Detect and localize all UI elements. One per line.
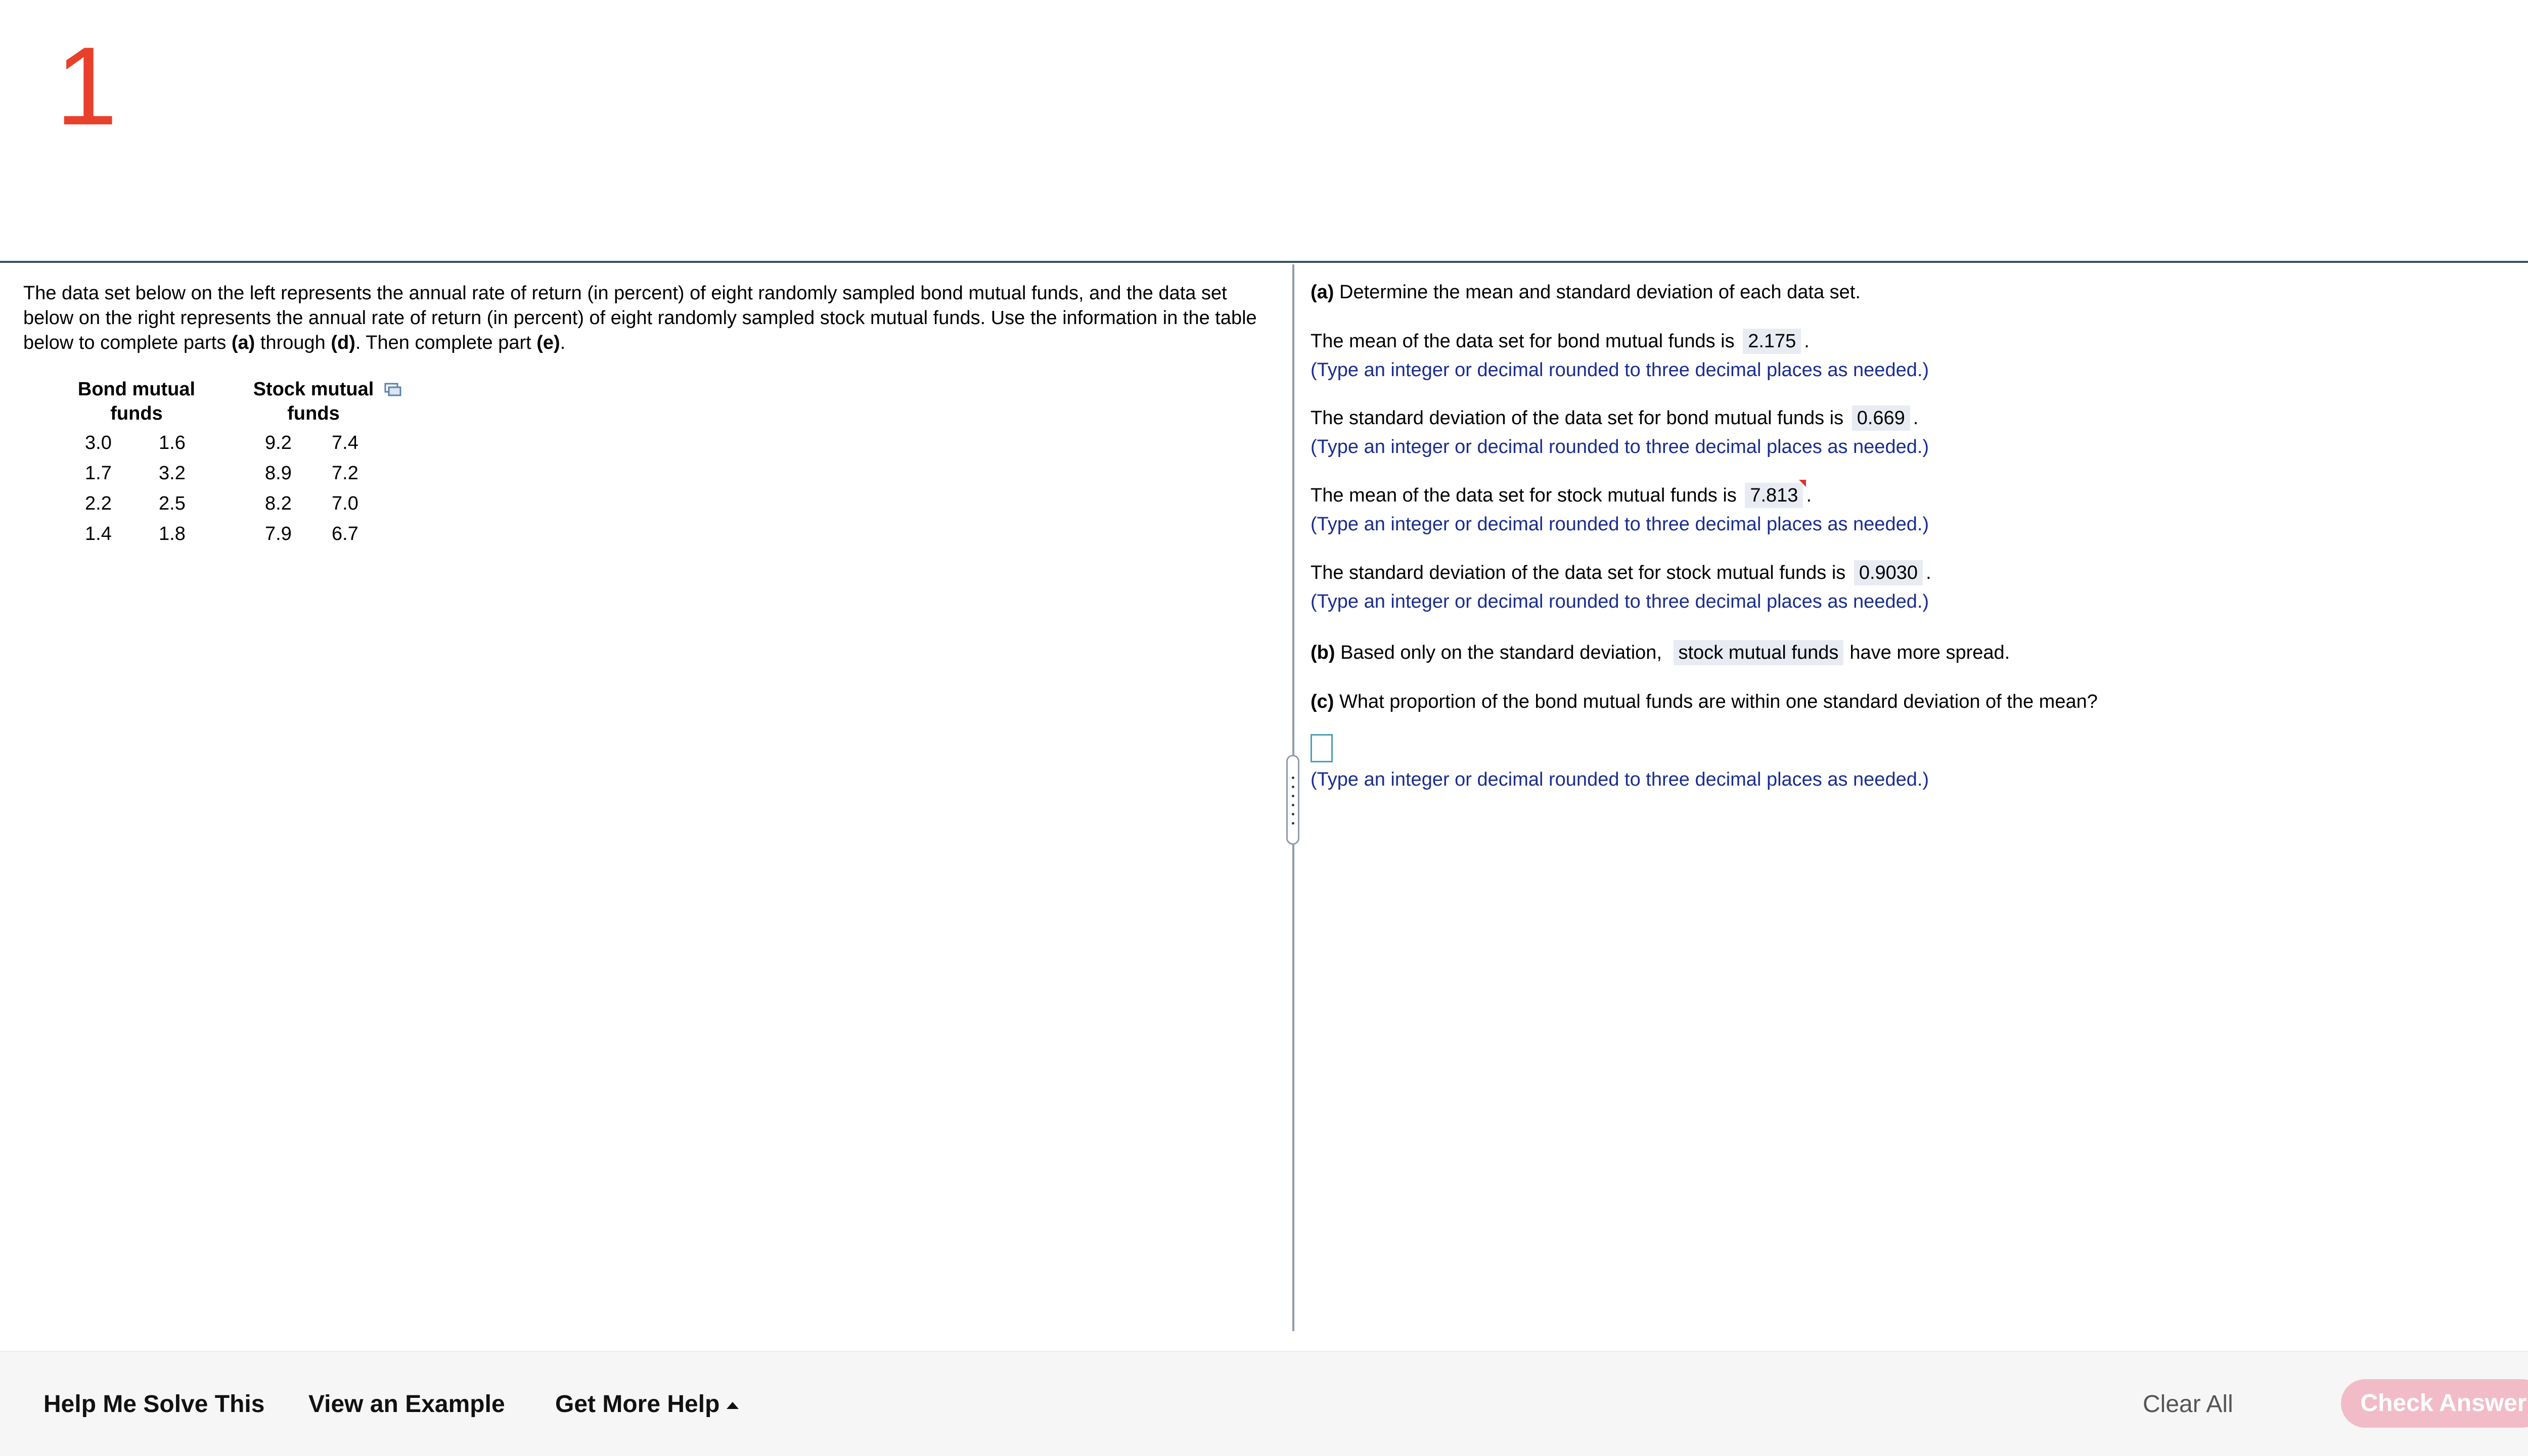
stock-cell: 7.2 — [332, 463, 358, 484]
bond-cell: 3.0 — [85, 432, 112, 453]
part-c-question: (c) What proportion of the bond mutual funds are within one standard deviation of the mean? — [1311, 691, 2098, 712]
bond-mean-question: The mean of the data set for bond mutual funds is 2.175 . — [1311, 329, 1810, 354]
hint-text: (Type an integer or decimal rounded to three decimal places as needed.) — [1311, 591, 1929, 612]
stock-mean-question: The mean of the data set for stock mutual funds is 7.813 . — [1311, 483, 1812, 508]
bond-mean-answer[interactable]: 2.175 — [1743, 329, 1801, 354]
header-divider — [0, 261, 2528, 263]
stock-cell: 8.2 — [265, 493, 292, 514]
bond-header: Bond mutual funds — [77, 379, 196, 424]
part-b-question: (b) Based only on the standard deviation, stock mutual funds have more spread. — [1311, 640, 2010, 665]
bond-cell: 2.2 — [85, 493, 112, 514]
hint-text: (Type an integer or decimal rounded to three decimal places as needed.) — [1311, 436, 1929, 458]
bond-cell: 1.6 — [159, 432, 186, 453]
part-a-heading: (a) Determine the mean and standard deviation of each data set. — [1311, 282, 1861, 303]
bond-cell: 1.8 — [159, 523, 186, 544]
splitter-grip-icon[interactable] — [1286, 755, 1299, 845]
stock-sd-question: The standard deviation of the data set for stock mutual funds is 0.9030 . — [1311, 560, 1931, 585]
part-b-answer-select[interactable]: stock mutual funds — [1674, 640, 1844, 665]
stock-mean-answer[interactable]: 7.813 — [1745, 483, 1803, 508]
part-c-answer-input[interactable] — [1311, 734, 1333, 762]
stock-cell: 7.4 — [332, 432, 358, 453]
help-me-solve-button[interactable]: Help Me Solve This — [43, 1391, 265, 1418]
bond-sd-question: The standard deviation of the data set for bond mutual funds is 0.669 . — [1311, 405, 1918, 431]
stock-cell: 7.0 — [332, 493, 358, 514]
popout-icon[interactable] — [384, 383, 401, 397]
stock-sd-answer[interactable]: 0.9030 — [1854, 560, 1923, 585]
stock-cell: 9.2 — [265, 432, 292, 453]
incorrect-flag-icon — [1799, 480, 1806, 487]
stock-header: Stock mutual funds — [253, 379, 374, 424]
hint-text: (Type an integer or decimal rounded to three decimal places as needed.) — [1311, 359, 1929, 381]
bond-sd-answer[interactable]: 0.669 — [1852, 405, 1910, 431]
question-number: 1 — [56, 24, 118, 148]
problem-statement: The data set below on the left represents the annual rate of return (in percent) of eight randomly sampled bond mutual funds, and the data set below on the right represents the annual rate of return (in percent) of eight randomly sampled stock mutual funds. Use the information in the table below to complete parts (a) through (d). Then complete part (e). — [23, 283, 1257, 353]
hint-text: (Type an integer or decimal rounded to three decimal places as needed.) — [1311, 769, 1929, 790]
view-example-button[interactable]: View an Example — [308, 1391, 505, 1418]
bond-cell: 1.7 — [85, 463, 112, 484]
stock-cell: 6.7 — [332, 523, 358, 544]
hint-text: (Type an integer or decimal rounded to three decimal places as needed.) — [1311, 514, 1929, 535]
stock-cell: 7.9 — [265, 523, 292, 544]
bond-cell: 1.4 — [85, 523, 112, 544]
bond-cell: 2.5 — [159, 493, 186, 514]
caret-up-icon — [727, 1402, 739, 1409]
get-more-help-button[interactable]: Get More Help — [555, 1390, 739, 1419]
check-answer-button[interactable]: Check Answer — [2341, 1379, 2528, 1428]
bond-cell: 3.2 — [159, 463, 186, 484]
clear-all-button[interactable]: Clear All — [2143, 1391, 2233, 1418]
stock-cell: 8.9 — [265, 463, 292, 484]
